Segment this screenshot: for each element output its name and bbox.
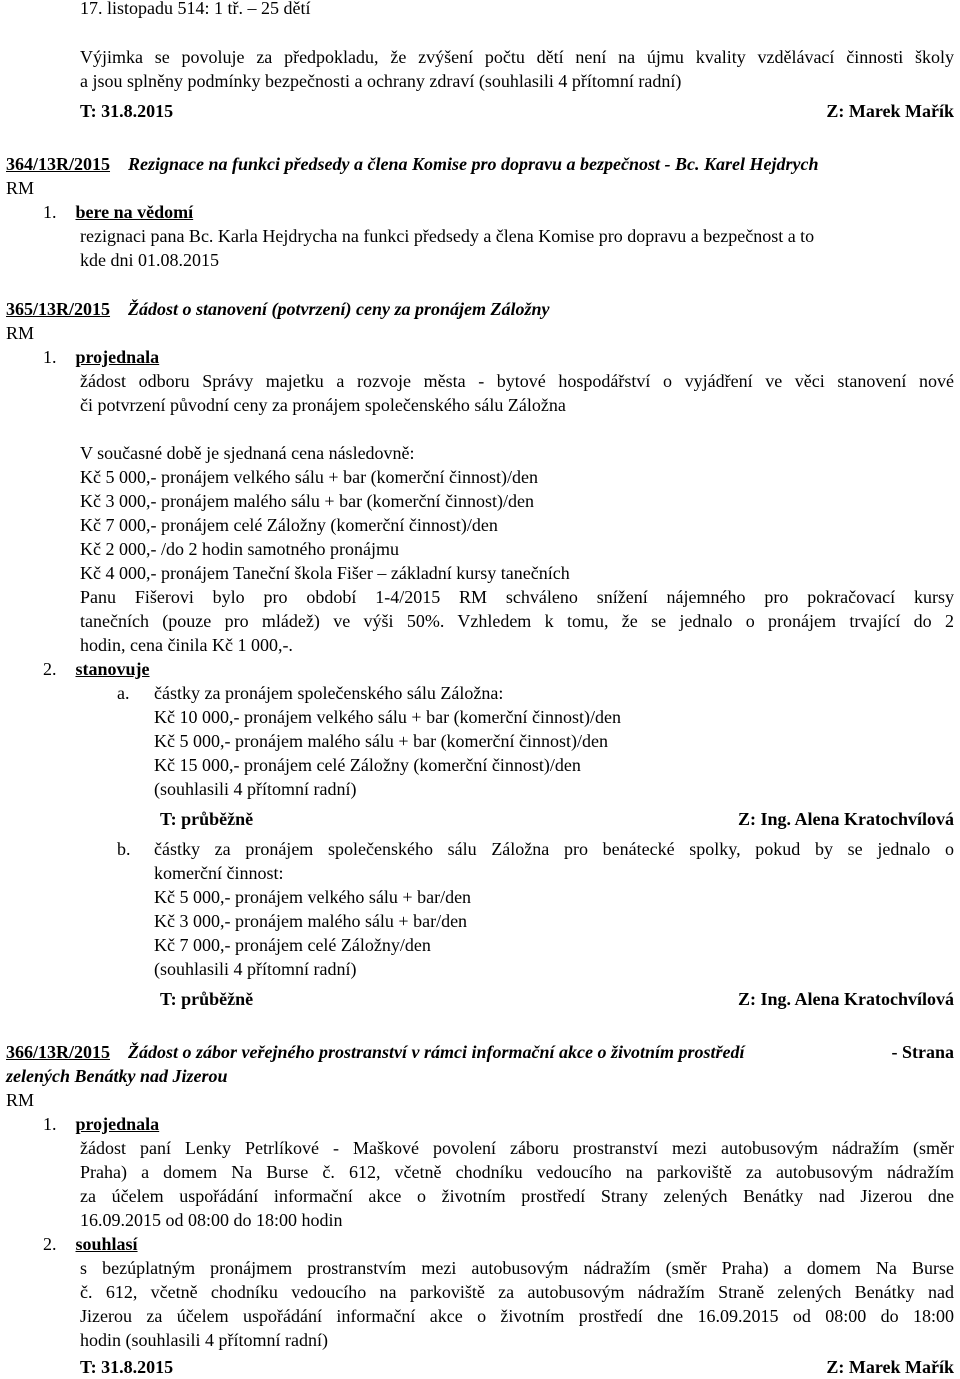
current-price-line: Kč 4 000,- pronájem Taneční škola Fišer – základní kursy tanečních — [80, 563, 570, 583]
subitem-b-label: b. — [117, 839, 131, 859]
item-text — [80, 1184, 954, 1208]
council-label: RM — [6, 178, 35, 198]
current-price-line: Kč 3 000,- pronájem malého sálu + bar (komerční činnost)/den — [80, 491, 535, 511]
item-text-line: Jizerou za účelem uspořádání informační akce o životním prostředí dne 16.09.2015 od 08:00 do 18:00 — [80, 1306, 954, 1326]
exception-line: Výjimka se povoluje za předpokladu, že zvýšení počtu dětí není na újmu kvality vzdělávací činnosti školy — [80, 47, 954, 67]
task-row — [80, 99, 954, 123]
subitem-b-line: (souhlasili 4 přítomní radní) — [154, 959, 357, 979]
item-text-line: Praha) a domem Na Burse č. 612, včetně chodníku vedoucího na parkoviště za autobusovým nádražím — [80, 1162, 954, 1182]
item-text-line: 16.09.2015 od 08:00 do 18:00 hodin — [80, 1210, 343, 1230]
item-1-heading — [43, 1112, 960, 1136]
subitem-a-line: (souhlasili 4 přítomní radní) — [154, 779, 357, 799]
resolution-title-suffix: - Strana — [891, 1042, 954, 1062]
resolution-number: 365/13R/2015 — [6, 299, 111, 319]
task-row — [160, 807, 954, 831]
resolution-title-line2: zelených Benátky nad Jizerou — [6, 1066, 228, 1086]
responsible-person: Z: Marek Mařík — [826, 101, 954, 121]
resolution-365-heading — [6, 297, 960, 321]
subitem-b-line: komerční činnost: — [154, 863, 284, 883]
item-number: 2. — [43, 659, 57, 679]
subitem-a-line: Kč 10 000,- pronájem velkého sálu + bar (komerční činnost)/den — [154, 707, 622, 727]
item-1-heading — [43, 200, 960, 224]
note-text — [80, 585, 954, 609]
resolution-364-heading — [6, 152, 960, 176]
current-price-line: Kč 2 000,- /do 2 hodin samotného pronájmu — [80, 539, 399, 559]
resolution-title: Žádost o stanovení (potvrzení) ceny za pronájem Záložny — [128, 299, 550, 319]
subitem-a-line: Kč 15 000,- pronájem celé Záložny (komerční činnost)/den — [154, 755, 581, 775]
item-text-line: rezignaci pana Bc. Karla Hejdrycha na funkci předsedy a člena Komise pro dopravu a bezpečnost a to — [80, 226, 815, 246]
item-2-heading — [43, 657, 960, 681]
item-number: 1. — [43, 347, 57, 367]
item-text-line: č. 612, včetně chodníku vedoucího na parkoviště za autobusovým nádražím Straně zelených Benátky nad — [80, 1282, 954, 1302]
item-number: 1. — [43, 202, 57, 222]
subitem-a-line: částky za pronájem společenského sálu Záložna: — [154, 683, 504, 703]
resolution-number: 366/13R/2015 — [6, 1042, 111, 1062]
subitem-a-line: Kč 5 000,- pronájem malého sálu + bar (komerční činnost)/den — [154, 731, 609, 751]
council-label: RM — [6, 323, 35, 343]
subitem-b-line: Kč 5 000,- pronájem velkého sálu + bar/den — [154, 887, 472, 907]
subitem-b-line: Kč 7 000,- pronájem celé Záložny/den — [154, 935, 431, 955]
subitem-b-line: částky za pronájem společenského sálu Záložna pro benátecké spolky, pokud by se jednalo o — [154, 839, 954, 859]
task-row — [160, 987, 954, 1011]
current-price-line: Kč 7 000,- pronájem celé Záložny (komerční činnost)/den — [80, 515, 498, 535]
responsible-person: Z: Ing. Alena Kratochvílová — [737, 809, 954, 829]
school-class-line: 17. listopadu 514: 1 tř. – 25 dětí — [80, 0, 311, 18]
item-text-line: kde dni 01.08.2015 — [80, 250, 219, 270]
exception-text — [80, 45, 954, 69]
item-verb: bere na vědomí — [75, 202, 194, 222]
current-price-line: V současné době je sjednaná cena následovně: — [80, 443, 415, 463]
subitem-b-text — [154, 837, 954, 861]
resolution-number: 364/13R/2015 — [6, 154, 111, 174]
item-verb: souhlasí — [75, 1234, 138, 1254]
note-line: hodin, cena činila Kč 1 000,-. — [80, 635, 293, 655]
council-label: RM — [6, 1090, 35, 1110]
item-2-heading — [43, 1232, 960, 1256]
item-text-line: za účelem uspořádání informační akce o životním prostředí Strany zelených Benátky nad Jizerou dne — [80, 1186, 954, 1206]
deadline: T: průběžně — [160, 809, 254, 829]
note-line: Panu Fišerovi bylo pro období 1-4/2015 RM schváleno snížení nájemného pro pokračovací kursy — [80, 587, 954, 607]
resolution-title: Žádost o zábor veřejného prostranství v rámci informační akce o životním prostředí — [128, 1042, 745, 1062]
item-verb: projednala — [75, 1114, 160, 1134]
exception-line: a jsou splněny podmínky bezpečnosti a ochrany zdraví (souhlasili 4 přítomní radní) — [80, 71, 682, 91]
item-text — [80, 1256, 954, 1280]
item-text — [80, 1160, 954, 1184]
item-verb: projednala — [75, 347, 160, 367]
item-number: 1. — [43, 1114, 57, 1134]
task-row — [80, 1355, 954, 1379]
deadline: T: 31.8.2015 — [80, 1357, 174, 1377]
resolution-title: Rezignace na funkci předsedy a člena Komise pro dopravu a bezpečnost - Bc. Karel Hejdrych — [128, 154, 819, 174]
responsible-person: Z: Ing. Alena Kratochvílová — [737, 989, 954, 1009]
item-text-line: s bezúplatným pronájmem prostranstvím mezi autobusovým nádražím (směr Praha) a domem Na Burse — [80, 1258, 954, 1278]
current-price-line: Kč 5 000,- pronájem velkého sálu + bar (komerční činnost)/den — [80, 467, 539, 487]
item-text — [80, 1304, 954, 1328]
item-text-line: žádost paní Lenky Petrlíkové - Maškové povolení záboru prostranství mezi autobusovým nádražím (směr — [80, 1138, 954, 1158]
deadline: T: 31.8.2015 — [80, 101, 174, 121]
request-line: či potvrzení původní ceny za pronájem společenského sálu Záložna — [80, 395, 566, 415]
note-line: tanečních (pouze pro mládež) ve výši 50%. Vzhledem k tomu, že se jednalo o pronájem trvající do 2 — [80, 611, 954, 631]
deadline: T: průběžně — [160, 989, 254, 1009]
request-text — [80, 369, 954, 393]
note-text — [80, 609, 954, 633]
item-1-heading — [43, 345, 960, 369]
request-line: žádost odboru Správy majetku a rozvoje města - bytové hospodářství o vyjádření ve věci stanovení nové — [80, 371, 954, 391]
item-text — [80, 1136, 954, 1160]
item-verb: stanovuje — [75, 659, 150, 679]
item-text-line: hodin (souhlasili 4 přítomní radní) — [80, 1330, 328, 1350]
subitem-a-label: a. — [117, 683, 130, 703]
responsible-person: Z: Marek Mařík — [826, 1357, 954, 1377]
resolution-366-heading — [6, 1040, 954, 1064]
subitem-b-line: Kč 3 000,- pronájem malého sálu + bar/den — [154, 911, 468, 931]
item-number: 2. — [43, 1234, 57, 1254]
item-text — [80, 1280, 954, 1304]
